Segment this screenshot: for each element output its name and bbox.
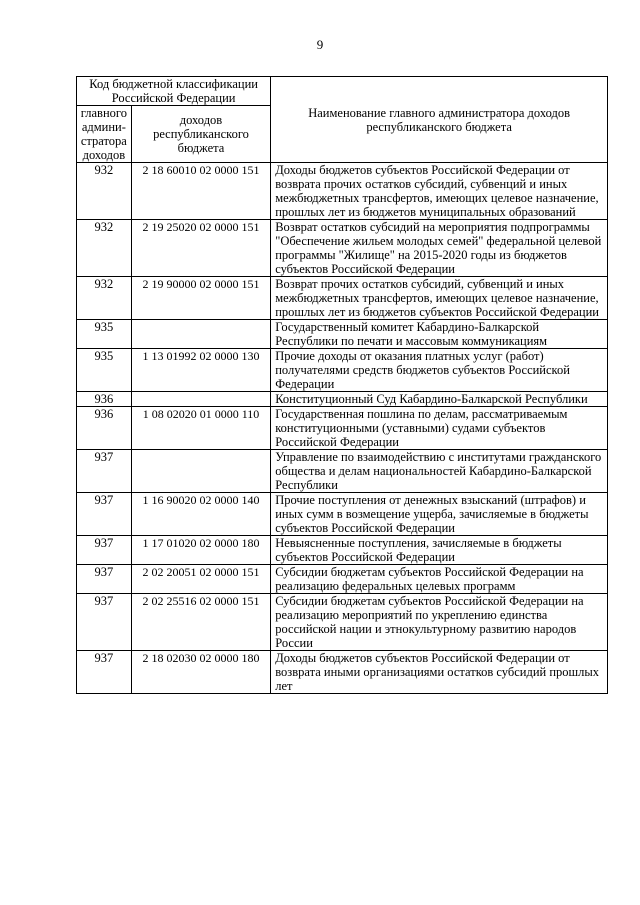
table-row <box>77 493 608 536</box>
table-row <box>77 392 608 407</box>
admin-code-cell: 937 <box>77 450 132 493</box>
table-row <box>77 450 608 493</box>
table-row <box>77 536 608 565</box>
header-republican-income: доходов республиканского бюджета <box>131 106 270 163</box>
income-name-cell: Субсидии бюджетам субъектов Российской Федерации на реализацию федеральных целевых программ <box>271 565 608 594</box>
table-row <box>77 277 608 320</box>
budget-code-cell <box>131 450 270 493</box>
header-main-administrator: главного админи-стратора доходов <box>77 106 132 163</box>
income-name-cell: Управление по взаимодействию с институтами гражданского общества и делам национальностей Кабардино-Балкарской Республики <box>271 450 608 493</box>
admin-code-cell: 937 <box>77 493 132 536</box>
income-name-cell: Государственный комитет Кабардино-Балкарской Республики по печати и массовым коммуникациям <box>271 320 608 349</box>
admin-code-cell: 935 <box>77 320 132 349</box>
table-row <box>77 407 608 450</box>
income-name-cell: Возврат остатков субсидий на мероприятия подпрограммы "Обеспечение жильем молодых семей" федеральной целевой программы "Жилище" на 2015-2020 годы из бюджетов субъектов Российской Федерации <box>271 220 608 277</box>
budget-code-cell: 2 19 90000 02 0000 151 <box>131 277 270 320</box>
income-name-cell: Конституционный Суд Кабардино-Балкарской Республики <box>271 392 608 407</box>
income-name-cell: Субсидии бюджетам субъектов Российской Федерации на реализацию мероприятий по укреплению единства российской нации и этнокультурному развитию народов России <box>271 594 608 651</box>
admin-code-cell: 936 <box>77 392 132 407</box>
budget-codes-table <box>76 76 608 694</box>
income-name-cell: Доходы бюджетов субъектов Российской Федерации от возврата иными организациями остатков субсидий прошлых лет <box>271 651 608 694</box>
admin-code-cell: 932 <box>77 163 132 220</box>
admin-code-cell: 937 <box>77 594 132 651</box>
header-administrator-name: Наименование главного администратора доходов республиканского бюджета <box>271 77 608 163</box>
table-row <box>77 220 608 277</box>
admin-code-cell: 936 <box>77 407 132 450</box>
income-name-cell: Доходы бюджетов субъектов Российской Федерации от возврата прочих остатков субсидий, субвенций и иных межбюджетных трансфертов, имеющих целевое назначение, прошлых лет из бюджетов муниципальных образований <box>271 163 608 220</box>
admin-code-cell: 932 <box>77 220 132 277</box>
table-row <box>77 349 608 392</box>
budget-code-cell: 2 18 60010 02 0000 151 <box>131 163 270 220</box>
budget-code-cell: 2 02 20051 02 0000 151 <box>131 565 270 594</box>
budget-code-cell: 1 13 01992 02 0000 130 <box>131 349 270 392</box>
admin-code-cell: 937 <box>77 565 132 594</box>
page-number: 9 <box>316 37 324 52</box>
budget-code-cell: 1 08 02020 01 0000 110 <box>131 407 270 450</box>
income-name-cell: Прочие поступления от денежных взысканий (штрафов) и иных сумм в возмещение ущерба, зачисляемые в бюджеты субъектов Российской Федерации <box>271 493 608 536</box>
budget-code-cell: 1 16 90020 02 0000 140 <box>131 493 270 536</box>
budget-code-cell: 2 18 02030 02 0000 180 <box>131 651 270 694</box>
income-name-cell: Возврат прочих остатков субсидий, субвенций и иных межбюджетных трансфертов, имеющих целевое назначение, прошлых лет из бюджетов субъектов Российской Федерации <box>271 277 608 320</box>
admin-code-cell: 937 <box>77 651 132 694</box>
budget-code-cell <box>131 392 270 407</box>
table-row <box>77 565 608 594</box>
admin-code-cell: 932 <box>77 277 132 320</box>
budget-code-cell <box>131 320 270 349</box>
budget-code-cell: 2 19 25020 02 0000 151 <box>131 220 270 277</box>
table-row <box>77 163 608 220</box>
admin-code-cell: 935 <box>77 349 132 392</box>
table-row <box>77 651 608 694</box>
header-row-group <box>77 77 608 106</box>
header-budget-classification: Код бюджетной классификации Российской Федерации <box>77 77 271 106</box>
income-name-cell: Невыясненные поступления, зачисляемые в бюджеты субъектов Российской Федерации <box>271 536 608 565</box>
budget-code-cell: 2 02 25516 02 0000 151 <box>131 594 270 651</box>
admin-code-cell: 937 <box>77 536 132 565</box>
table-row <box>77 320 608 349</box>
income-name-cell: Государственная пошлина по делам, рассматриваемым конституционными (уставными) судами субъектов Российской Федерации <box>271 407 608 450</box>
table-row <box>77 594 608 651</box>
budget-code-cell: 1 17 01020 02 0000 180 <box>131 536 270 565</box>
income-name-cell: Прочие доходы от оказания платных услуг (работ) получателями средств бюджетов субъектов Российской Федерации <box>271 349 608 392</box>
